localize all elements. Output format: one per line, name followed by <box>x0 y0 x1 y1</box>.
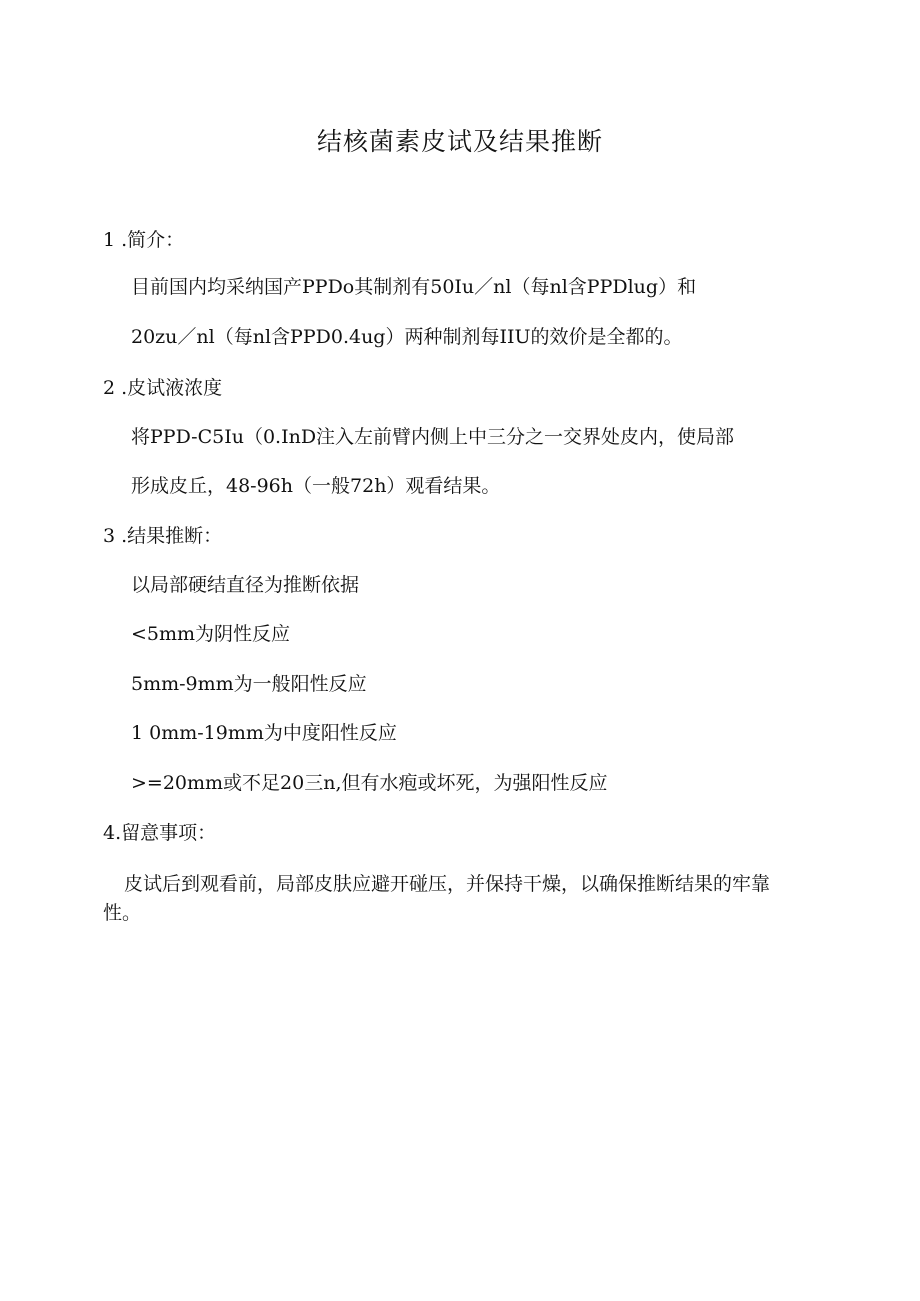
section-3-line-1: 以局部硬结直径为推断依据 <box>131 574 360 596</box>
section-4-heading: 4.留意事项： <box>103 822 217 844</box>
section-1-line-1: 目前国内均采纳国产PPDo其制剂有50Iu／nl（每nl含PPDlug）和 <box>131 276 697 298</box>
section-3-line-4: 1 0mm-19mm为中度阳性反应 <box>131 722 397 744</box>
section-3-heading: 3 .结果推断： <box>103 525 223 547</box>
section-4-paragraph: 皮试后到观看前，局部皮肤应避开碰压，并保持干燥，以确保推断结果的牢靠性。 <box>103 873 771 924</box>
section-2-line-1: 将PPD-C5Iu（0.InD注入左前臂内侧上中三分之一交界处皮内，使局部 <box>131 426 735 448</box>
section-3-line-2: <5mm为阴性反应 <box>131 623 291 645</box>
section-3-line-5: >=20mm或不足20三n,但有水疱或坏死，为强阳性反应 <box>131 772 608 794</box>
section-1-heading: 1 .简介： <box>103 229 185 251</box>
section-2-heading: 2 .皮试液浓度 <box>103 377 223 399</box>
section-2-line-2: 形成皮丘，48-96h（一般72h）观看结果。 <box>131 475 501 497</box>
document-title: 结核菌素皮试及结果推断 <box>316 127 603 156</box>
section-1-line-2: 20zu／nl（每nl含PPD0.4ug）两种制剂每IIU的效价是全都的。 <box>131 326 683 348</box>
section-3-line-3: 5mm-9mm为一般阳性反应 <box>131 673 367 695</box>
